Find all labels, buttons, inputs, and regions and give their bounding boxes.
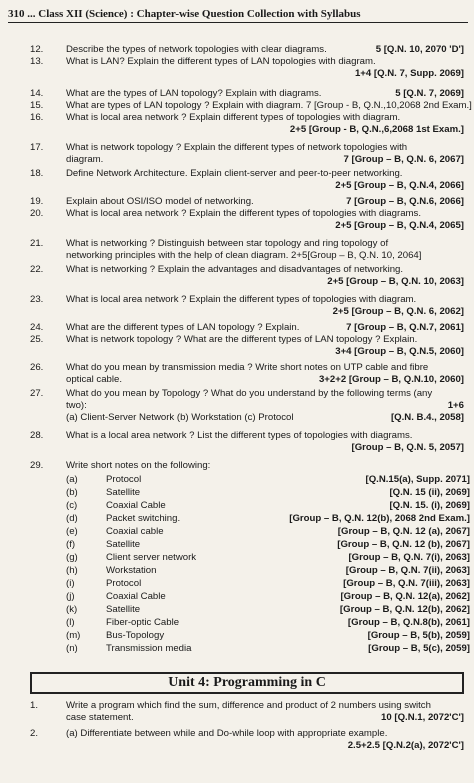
- question-line: [66, 306, 468, 318]
- short-note-reference: [Q.N. 15 (ii), 2069]: [389, 487, 470, 498]
- question-line-text: What do you mean by transmission media ? Write short notes on UTP cable and fibre: [66, 362, 429, 373]
- question-line-text: (a) Differentiate between while and Do-while loop with appropriate example.: [66, 728, 388, 739]
- short-note-item: [0, 526, 474, 537]
- short-note-reference: [Group – B, Q.N.8(b), 2061]: [347, 617, 470, 628]
- question-line: [66, 412, 468, 424]
- question-line: [66, 56, 468, 68]
- question-number: 1.: [30, 700, 39, 711]
- short-note-item: [0, 500, 474, 511]
- question-number: 19.: [30, 196, 44, 207]
- short-note-name: Satellite: [106, 539, 141, 550]
- short-note-letter: (f): [66, 539, 76, 550]
- question-line-text: optical cable.: [66, 374, 122, 385]
- question-line: [66, 374, 468, 386]
- question-line: [66, 100, 472, 112]
- question-text: [66, 728, 468, 752]
- question-line-text: Define Network Architecture. Explain client-server and peer-to-peer networking.: [66, 168, 403, 179]
- question-number: 26.: [30, 362, 44, 373]
- short-note-name: Satellite: [106, 487, 141, 498]
- question-number: 15.: [30, 100, 44, 111]
- question-line: [66, 442, 468, 454]
- question-line: [66, 112, 468, 124]
- question-line: [66, 220, 468, 232]
- question-text: [66, 238, 468, 262]
- question-line: [66, 276, 468, 288]
- short-note-letter: (d): [66, 513, 78, 524]
- question-line: [66, 142, 468, 154]
- short-note-reference: [Group – B, Q.N. 12(a), 2062]: [340, 591, 470, 602]
- question-line: [66, 322, 468, 334]
- question-reference: 1+4 [Q.N. 7, Supp. 2069]: [354, 68, 464, 79]
- question-number: 28.: [30, 430, 44, 441]
- question-reference: 2.5+2.5 [Q.N.2(a), 2072'C']: [347, 740, 464, 751]
- question-line: [66, 180, 468, 192]
- question-line: [66, 400, 468, 412]
- short-note-item: [0, 578, 474, 589]
- question-line-text: (a) Client-Server Network (b) Workstation (c) Protocol: [66, 412, 294, 423]
- question-text: [66, 208, 468, 232]
- question-number: 29.: [30, 460, 44, 471]
- question-line-text: What is networking ? Distinguish between star topology and ring topology of: [66, 238, 389, 249]
- question-reference: 1+6: [447, 400, 464, 411]
- question-reference: 10 [Q.N.1, 2072'C']: [381, 712, 464, 723]
- short-note-letter: (e): [66, 526, 78, 537]
- question-line-text: What do you mean by Topology ? What do you understand by the following terms (any: [66, 388, 433, 399]
- short-note-item: [0, 474, 474, 485]
- question-reference: 2+5 [Group – B, Q.N.4, 2065]: [335, 220, 464, 231]
- short-note-name: Client server network: [106, 552, 197, 563]
- question-text: [66, 362, 468, 386]
- question-reference: 7 [Group – B, Q.N.6, 2066]: [346, 196, 464, 207]
- short-note-letter: (m): [66, 630, 81, 641]
- short-note-item: [0, 552, 474, 563]
- question-line-text: two):: [66, 400, 87, 411]
- question-line-text: What is local area network ? Explain the different types of topologies with diagrams.: [66, 208, 421, 219]
- question-line-text: What is a local area network ? List the different types of topologies with diagrams.: [66, 430, 413, 441]
- short-note-name: Coaxial Cable: [106, 591, 166, 602]
- question-reference: 5 [Q.N. 7, 2069]: [395, 88, 464, 99]
- question-text: [66, 100, 472, 112]
- question-text: [66, 112, 468, 136]
- question-line: [66, 740, 468, 752]
- short-note-name: Satellite: [106, 604, 141, 615]
- question-line-text: What is networking ? Explain the advantages and disadvantages of networking.: [66, 264, 404, 275]
- question-line-text: networking principles with the help of clean diagram. 2+5[Group – B, Q.N. 10, 2064]: [66, 250, 422, 261]
- question-line: [66, 362, 468, 374]
- question-line-text: What are types of LAN topology ? Explain with diagram. 7 [Group - B, Q.N.,10,2068 2nd Exam.]: [66, 100, 472, 111]
- question-line: [66, 388, 468, 400]
- question-line-text: What is network topology ? Explain the different types of network topologies with: [66, 142, 408, 153]
- short-note-reference: [Group – B, 5(c), 2059]: [368, 643, 470, 654]
- short-note-item: [0, 604, 474, 615]
- question-reference: 5 [Q.N. 10, 2070 'D']: [375, 44, 464, 55]
- question-text: [66, 294, 468, 318]
- short-note-reference: [Q.N.15(a), Supp. 2071]: [365, 474, 470, 485]
- page-header: 310 ... Class XII (Science) : Chapter-wise Question Collection with Syllabus: [8, 8, 468, 23]
- short-note-item: [0, 617, 474, 628]
- question-line: [66, 460, 468, 472]
- question-line: [66, 294, 468, 306]
- question-line: [66, 88, 468, 100]
- short-note-letter: (h): [66, 565, 78, 576]
- short-note-reference: [Group – B, Q.N. 12(b), 2062]: [339, 604, 470, 615]
- question-text: [66, 88, 468, 100]
- question-line: [66, 208, 468, 220]
- question-text: [66, 44, 468, 56]
- short-note-item: [0, 643, 474, 654]
- question-line: [66, 196, 468, 208]
- short-note-name: Protocol: [106, 474, 142, 485]
- question-reference: [Group – B, Q.N. 5, 2057]: [351, 442, 464, 453]
- question-line: [66, 124, 468, 136]
- question-line: [66, 728, 468, 740]
- short-note-letter: (k): [66, 604, 78, 615]
- question-line: [66, 154, 468, 166]
- question-text: [66, 196, 468, 208]
- question-text: [66, 334, 468, 358]
- short-note-letter: (j): [66, 591, 75, 602]
- short-note-item: [0, 630, 474, 641]
- short-note-name: Coaxial Cable: [106, 500, 166, 511]
- question-text: [66, 700, 468, 724]
- question-line-text: diagram.: [66, 154, 104, 165]
- question-reference: 2+5 [Group – B, Q.N. 10, 2063]: [327, 276, 464, 287]
- question-line-text: Explain about OSI/ISO model of networking.: [66, 196, 254, 207]
- question-line-text: What is network topology ? What are the different types of LAN topology ? Explain.: [66, 334, 418, 345]
- question-reference: 7 [Group – B, Q.N.7, 2061]: [346, 322, 464, 333]
- question-line: [66, 68, 468, 80]
- question-number: 14.: [30, 88, 44, 99]
- question-line-text: Write a program which find the sum, difference and product of 2 numbers using switch: [66, 700, 431, 711]
- short-note-reference: [Group – B, Q.N. 12 (b), 2067]: [337, 539, 470, 550]
- question-line: [66, 334, 468, 346]
- question-number: 18.: [30, 168, 44, 179]
- short-note-reference: [Group – B, Q.N. 12 (a), 2067]: [337, 526, 470, 537]
- question-number: 25.: [30, 334, 44, 345]
- question-line-text: What is local area network ? Explain different types of topologies with diagram.: [66, 112, 401, 123]
- short-note-name: Fiber-optic Cable: [106, 617, 180, 628]
- question-text: [66, 322, 468, 334]
- short-note-item: [0, 513, 474, 524]
- short-note-name: Transmission media: [106, 643, 192, 654]
- question-line-text: What is LAN? Explain the different types of LAN topologies with diagram.: [66, 56, 376, 67]
- question-reference: 2+5 [Group - B, Q.N.,6,2068 1st Exam.]: [289, 124, 464, 135]
- question-reference: 2+5 [Group – B, Q.N.4, 2066]: [335, 180, 464, 191]
- short-note-letter: (b): [66, 487, 78, 498]
- short-note-item: [0, 565, 474, 576]
- question-number: 16.: [30, 112, 44, 123]
- short-note-letter: (i): [66, 578, 75, 589]
- question-line: [66, 700, 468, 712]
- question-text: [66, 168, 468, 192]
- short-note-name: Packet switching.: [106, 513, 181, 524]
- unit-title: Unit 4: Programming in C: [30, 672, 464, 694]
- short-note-name: Workstation: [106, 565, 157, 576]
- question-line-text: Describe the types of network topologies with clear diagrams.: [66, 44, 327, 55]
- question-number: 2.: [30, 728, 39, 739]
- question-line-text: Write short notes on the following:: [66, 460, 211, 471]
- short-note-reference: [Q.N. 15. (i), 2069]: [389, 500, 470, 511]
- question-number: 12.: [30, 44, 44, 55]
- question-number: 23.: [30, 294, 44, 305]
- question-line-text: case statement.: [66, 712, 134, 723]
- question-number: 24.: [30, 322, 44, 333]
- short-note-reference: [Group – B, Q.N. 7(iii), 2063]: [343, 578, 470, 589]
- short-note-letter: (g): [66, 552, 78, 563]
- question-line: [66, 430, 468, 442]
- question-number: 20.: [30, 208, 44, 219]
- question-number: 13.: [30, 56, 44, 67]
- short-note-reference: [Group – B, 5(b), 2059]: [367, 630, 470, 641]
- question-line: [66, 264, 468, 276]
- question-number: 21.: [30, 238, 44, 249]
- question-reference: [Q.N. B.4., 2058]: [390, 412, 464, 423]
- short-note-name: Bus-Topology: [106, 630, 165, 641]
- question-text: [66, 56, 468, 80]
- question-reference: 7 [Group – B, Q.N. 6, 2067]: [343, 154, 464, 165]
- short-note-reference: [Group – B, Q.N. 7(ii), 2063]: [345, 565, 470, 576]
- question-line-text: What are the different types of LAN topology ? Explain.: [66, 322, 300, 333]
- question-number: 17.: [30, 142, 44, 153]
- question-line: [66, 712, 468, 724]
- short-note-letter: (n): [66, 643, 78, 654]
- short-note-letter: (l): [66, 617, 75, 628]
- question-line: [66, 168, 468, 180]
- question-text: [66, 460, 468, 472]
- short-note-item: [0, 539, 474, 550]
- question-line: [66, 238, 468, 250]
- question-line: [66, 250, 468, 262]
- question-line: [66, 346, 468, 358]
- question-reference: 3+2+2 [Group – B, Q.N.10, 2060]: [318, 374, 464, 385]
- short-note-letter: (c): [66, 500, 78, 511]
- question-text: [66, 142, 468, 166]
- question-text: [66, 264, 468, 288]
- short-note-item: [0, 591, 474, 602]
- short-note-letter: (a): [66, 474, 78, 485]
- short-note-item: [0, 487, 474, 498]
- question-line-text: What is local area network ? Explain the different types of topologies with diagram.: [66, 294, 417, 305]
- question-text: [66, 388, 468, 424]
- question-number: 27.: [30, 388, 44, 399]
- short-note-name: Coaxial cable: [106, 526, 164, 537]
- question-line: [66, 44, 468, 56]
- short-note-reference: [Group – B, Q.N. 7(i), 2063]: [348, 552, 470, 563]
- question-text: [66, 430, 468, 454]
- question-reference: 2+5 [Group – B, Q.N. 6, 2062]: [332, 306, 464, 317]
- question-number: 22.: [30, 264, 44, 275]
- short-note-reference: [Group – B, Q.N. 12(b), 2068 2nd Exam.]: [289, 513, 470, 524]
- short-note-name: Protocol: [106, 578, 142, 589]
- question-line-text: What are the types of LAN topology? Explain with diagrams.: [66, 88, 322, 99]
- question-reference: 3+4 [Group – B, Q.N.5, 2060]: [335, 346, 464, 357]
